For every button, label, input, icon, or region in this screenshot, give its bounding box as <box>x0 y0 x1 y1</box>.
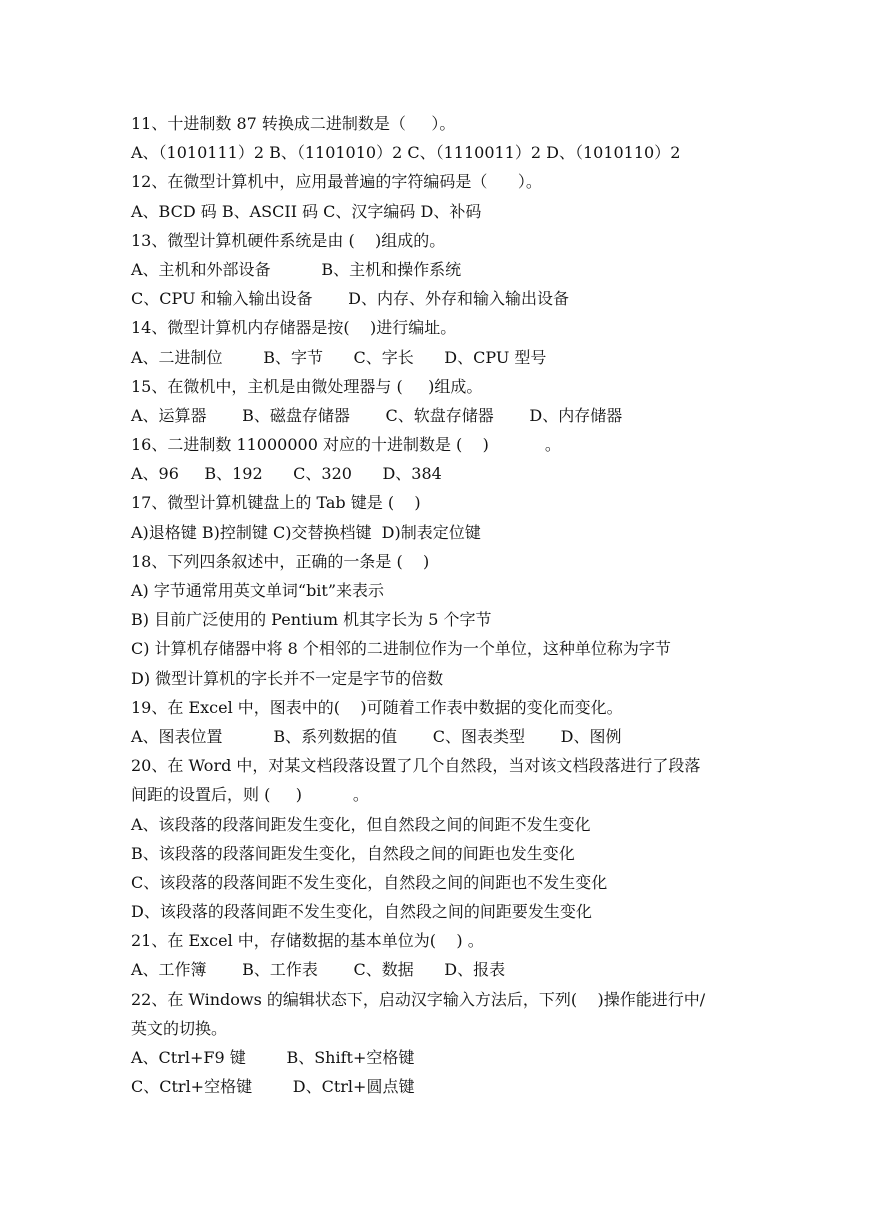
question-14-stem: 14、微型计算机内存储器是按( )进行编址。 <box>131 318 457 338</box>
question-18-option-c: C) 计算机存储器中将 8 个相邻的二进制位作为一个单位，这种单位称为字节 <box>131 639 671 659</box>
question-20-option-b: B、该段落的段落间距发生变化，自然段之间的间距也发生变化 <box>131 843 575 863</box>
question-17-stem: 17、微型计算机键盘上的 Tab 键是 ( ) <box>131 493 421 513</box>
question-20-option-a: A、该段落的段落间距发生变化，但自然段之间的间距不发生变化 <box>131 814 591 834</box>
question-16-stem: 16、二进制数 11000000 对应的十进制数是 ( ) 。 <box>131 435 561 455</box>
question-20-option-d: D、该段落的段落间距不发生变化，自然段之间的间距要发生变化 <box>131 902 592 922</box>
question-22-options-cd: C、Ctrl+空格键 D、Ctrl+圆点键 <box>131 1077 415 1097</box>
question-19-stem: 19、在 Excel 中，图表中的( )可随着工作表中数据的变化而变化。 <box>131 697 623 717</box>
question-12-options: A、BCD 码 B、ASCII 码 C、汉字编码 D、补码 <box>131 201 482 221</box>
question-21-options: A、工作簿 B、工作表 C、数据 D、报表 <box>131 960 506 980</box>
question-20-option-c: C、该段落的段落间距不发生变化，自然段之间的间距也不发生变化 <box>131 872 608 892</box>
question-15-stem: 15、在微机中，主机是由微处理器与 ( )组成。 <box>131 376 483 396</box>
question-14-options: A、二进制位 B、字节 C、字长 D、CPU 型号 <box>131 347 547 367</box>
question-18-stem: 18、下列四条叙述中，正确的一条是 ( ) <box>131 551 430 571</box>
question-22-stem-line-2: 英文的切换。 <box>131 1018 228 1038</box>
question-22-stem-line-1: 22、在 Windows 的编辑状态下，启动汉字输入方法后，下列( )操作能进行中/ <box>131 989 706 1009</box>
question-18-option-a: A) 字节通常用英文单词“bit”来表示 <box>131 581 385 600</box>
question-12-stem: 12、在微型计算机中，应用最普遍的字符编码是（ ）。 <box>131 172 542 192</box>
question-16-options: A、96 B、192 C、320 D、384 <box>131 464 442 484</box>
question-15-options: A、运算器 B、磁盘存储器 C、软盘存储器 D、内存储器 <box>131 405 623 425</box>
question-text <box>131 109 731 1101</box>
question-13-options-cd: C、CPU 和输入输出设备 D、内存、外存和输入输出设备 <box>131 289 569 309</box>
question-17-options: A)退格键 B)控制键 C)交替换档键 D)制表定位键 <box>131 522 481 542</box>
question-20-stem-line-2: 间距的设置后，则 ( ) 。 <box>131 785 369 805</box>
question-11-options: A、（1010111）2 B、（1101010）2 C、（1110011）2 D、（1010110）2 <box>131 143 681 163</box>
question-22-options-ab: A、Ctrl+F9 键 B、Shift+空格键 <box>131 1048 415 1067</box>
question-19-options: A、图表位置 B、系列数据的值 C、图表类型 D、图例 <box>131 726 622 746</box>
question-20-stem-line-1: 20、在 Word 中，对某文档段落设置了几个自然段，当对该文档段落进行了段落 <box>131 756 701 776</box>
question-18-option-d: D) 微型计算机的字长并不一定是字节的倍数 <box>131 668 444 688</box>
question-18-option-b: B) 目前广泛使用的 Pentium 机其字长为 5 个字节 <box>131 610 492 630</box>
question-13-options-ab: A、主机和外部设备 B、主机和操作系统 <box>131 259 462 279</box>
question-11-stem: 11、十进制数 87 转换成二进制数是（ ）。 <box>131 114 456 133</box>
question-21-stem: 21、在 Excel 中，存储数据的基本单位为( ) 。 <box>131 931 484 951</box>
question-13-stem: 13、微型计算机硬件系统是由 ( )组成的。 <box>131 230 446 250</box>
